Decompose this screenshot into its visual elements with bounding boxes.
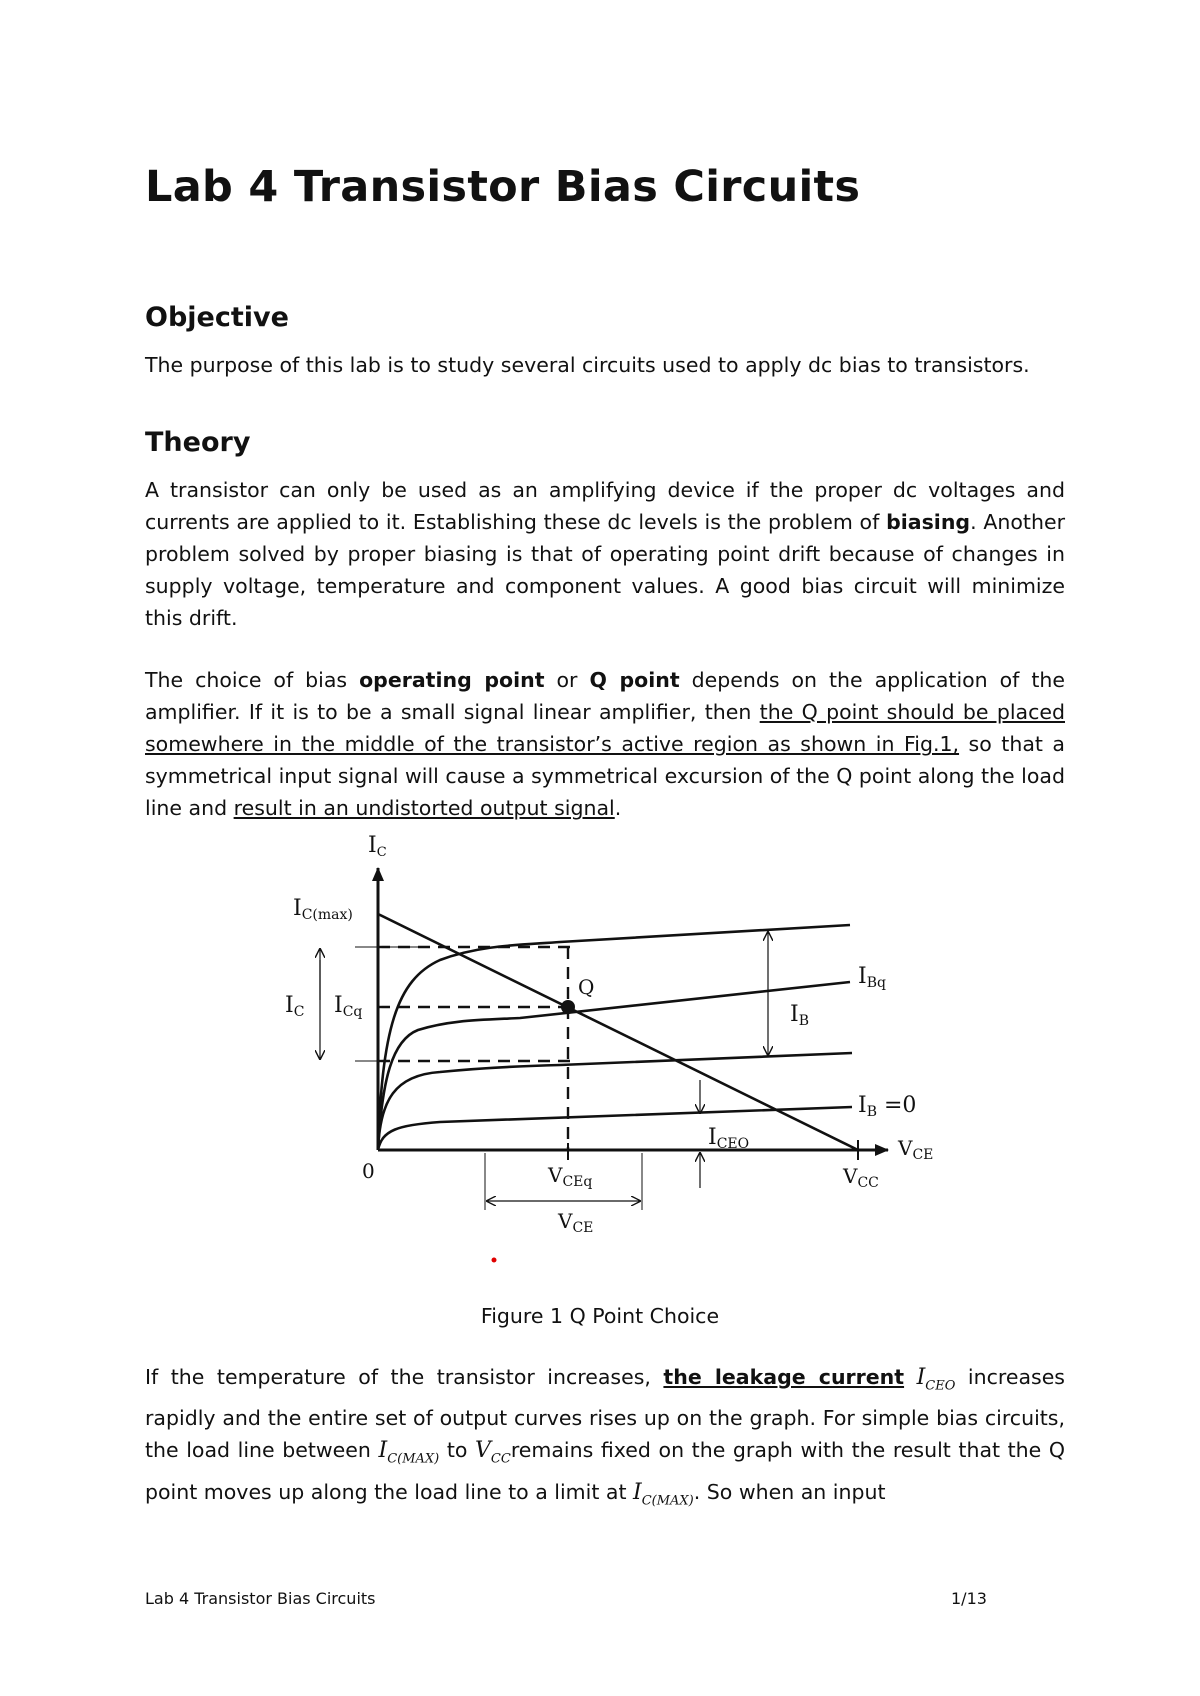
icmax-limit-math: $I_{C(MAX)}$	[633, 1479, 694, 1509]
undistorted-output-note: result in an undistorted output signal	[233, 796, 615, 820]
vce-span-label: $V_{CE}$	[558, 1209, 594, 1236]
q-point-placement-note: the Q point should be placed somewhere in the middle of the transistor’s active region as shown in Fig.1,	[145, 700, 1065, 756]
footer-title: Lab 4 Transistor Bias Circuits	[145, 1589, 376, 1608]
iceo-label: ICEO	[708, 1125, 750, 1152]
q-point-term: Q point	[589, 668, 680, 692]
leakage-current-term: the leakage current	[663, 1365, 905, 1389]
page-number: 1/13	[951, 1589, 987, 1608]
ib-curve-lower	[378, 1053, 852, 1150]
vcc-math: $V_{CC}$	[475, 1438, 511, 1467]
theory-heading: Theory	[145, 427, 251, 458]
origin-label: 0	[362, 1159, 375, 1183]
ic-axis-label: IC	[368, 833, 387, 860]
theory-paragraph-2: The choice of bias operating point or Q point depends on the application of the amplifier. If it is to be a small signal linear amplifier, then the Q point should be placed somewhere in the middle of the transistor’s active region as shown in Fig.1, so that a symmetrical input signal will cause a symmetrical excursion of the Q point along the load line and result in an undistorted output signal.	[145, 668, 1065, 820]
vceq-label: $V_{CEq}$	[548, 1163, 593, 1190]
icmax-math: $I_{C(MAX)}$	[378, 1438, 440, 1467]
iceo-math: $I_{CEO}$	[916, 1365, 956, 1394]
q-point-marker	[561, 1000, 575, 1014]
icq-label: ICq	[334, 993, 363, 1020]
objective-text: The purpose of this lab is to study several circuits used to apply dc bias to transistors.	[145, 353, 1030, 377]
ic-range-label: IC	[285, 993, 305, 1020]
theory-paragraph-3: If the temperature of the transistor increases, the leakage current $I_{CEO}$ increases rapidly and the entire set of output curves rises up on the graph. For simple bias circuits, the load line between $I_{C(MAX)}$ to $V_{CC}remains$ fixed on the graph with the result that the Q point moves up along the load line to a limit at $I_{C(MAX)}$. So when an input	[145, 1365, 1066, 1509]
q-label: Q	[578, 975, 595, 999]
red-dot	[492, 1258, 497, 1263]
ic-max-label: IC(max)	[293, 896, 353, 923]
ib-zero-label: IB =0	[858, 1093, 917, 1120]
vce-axis-label: $V_{CE}$	[898, 1136, 934, 1163]
objective-heading: Objective	[145, 302, 289, 333]
ib-label: IB	[790, 1002, 809, 1029]
theory-paragraph-1: A transistor can only be used as an amplifying device if the proper dc voltages and currents are applied to it. Establishing these dc levels is the problem of biasing. Another problem solved by proper biasing is that of operating point drift because of changes in supply voltage, temperature and component values. A good bias circuit will minimize this drift.	[145, 478, 1065, 630]
figure-caption: Figure 1 Q Point Choice	[480, 1304, 720, 1328]
ibq-label: IBq	[858, 964, 886, 991]
vcc-label: $V_{CC}$	[843, 1164, 879, 1191]
biasing-term: biasing	[886, 510, 971, 534]
document-title: Lab 4 Transistor Bias Circuits	[145, 162, 861, 212]
operating-point-term: operating point	[359, 668, 545, 692]
